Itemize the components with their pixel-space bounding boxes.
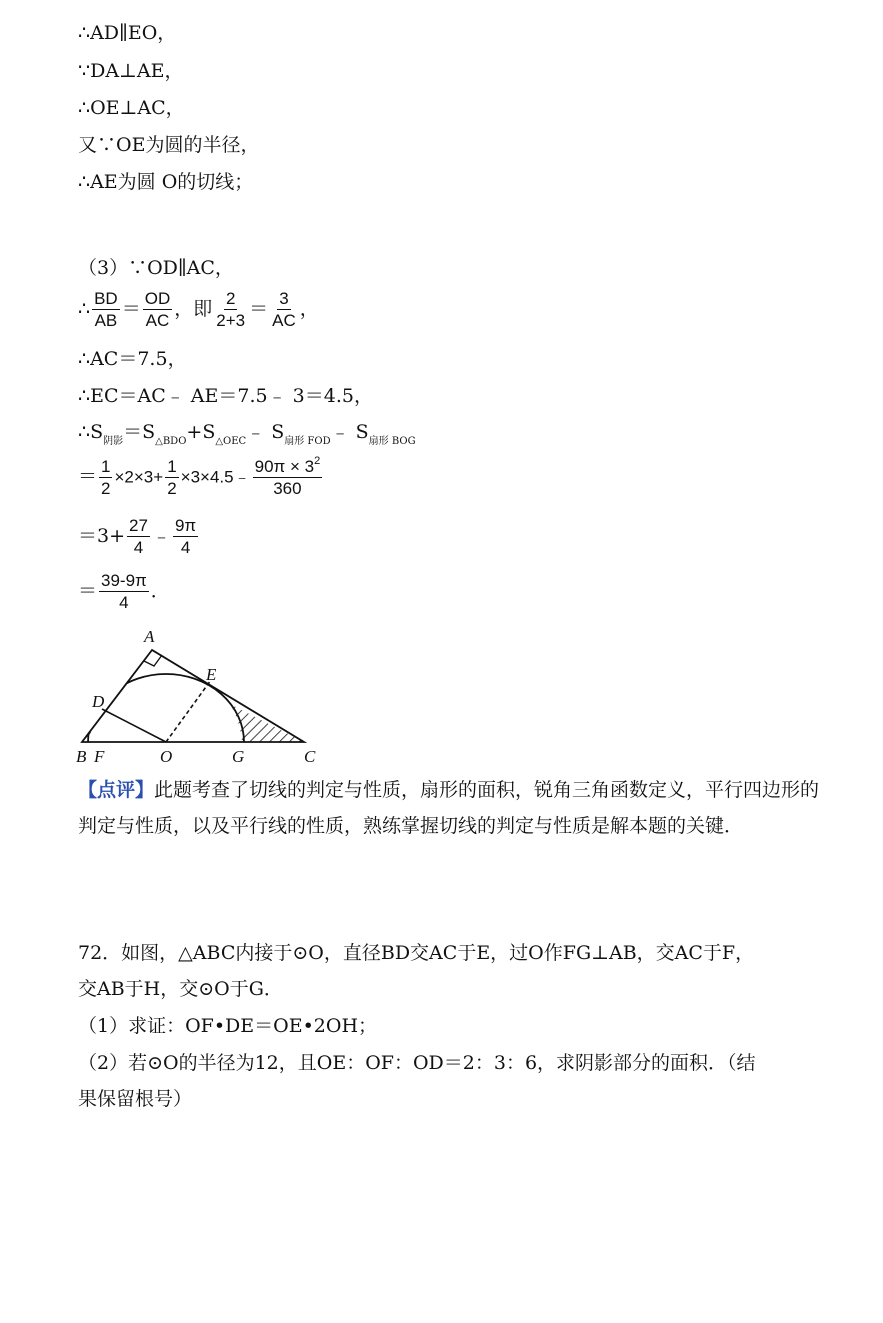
problem72-part2-cont: 果保留根号） (78, 1088, 193, 1110)
equals-sign: ＝ (121, 297, 141, 320)
denominator: 4 (133, 538, 144, 558)
numerator: 1 (165, 456, 178, 478)
denominator: 2 (101, 478, 111, 498)
therefore-sign: ∴ (78, 297, 91, 320)
numerator: 39-9π (99, 570, 149, 592)
problem72-line: 交AB于H，交⊙O于G． (78, 978, 283, 1000)
connector-text: ，即 (174, 297, 213, 320)
equals-sign: ＝ (249, 297, 269, 320)
label-g: G (232, 747, 245, 766)
exponent: 2 (314, 455, 321, 467)
equals-sign: ＝ (78, 465, 98, 488)
numerator: 9π (173, 515, 198, 537)
denominator: AC (272, 311, 296, 331)
denominator: 4 (180, 538, 191, 558)
segment-oe (166, 680, 211, 742)
label-e: E (206, 665, 217, 684)
subscript: 扇形 BOG (368, 436, 416, 447)
formula-part: ﹣ S (246, 421, 285, 443)
proof-line: 又∵OE为圆的半径， (78, 134, 260, 156)
proof-line: ∵DA⊥AE， (78, 60, 184, 82)
label-o: O (160, 747, 173, 766)
numerator: OD (143, 288, 173, 310)
subscript: 阴影 (103, 436, 124, 447)
equals-sign: ＝ (78, 579, 98, 602)
numerator: 27 (127, 515, 150, 537)
fraction (270, 288, 298, 332)
part3-ratio-line (78, 288, 319, 332)
shaded-area-formula (78, 417, 416, 447)
denominator: 2 (167, 478, 177, 498)
ec-value-line: ∴EC＝AC﹣ AE＝7.5﹣ 3＝4.5， (78, 385, 373, 407)
fraction (99, 570, 149, 614)
comma: ， (299, 297, 319, 320)
segment-od (102, 709, 166, 742)
formula-part: ×3×4.5﹣ (180, 467, 251, 487)
denominator: 4 (119, 593, 129, 613)
denominator: 2+3 (216, 311, 246, 331)
minus-sign: ﹣ (151, 524, 171, 547)
comment-paragraph (78, 772, 838, 844)
numerator-text: 90π × 3 (254, 457, 315, 476)
formula-part: ×2×3+ (114, 467, 164, 487)
fraction (173, 515, 198, 559)
semicircle (88, 674, 244, 742)
proof-line: ∴AD∥EO， (78, 22, 177, 44)
period: ． (150, 579, 170, 602)
numerator: 3 (277, 288, 290, 310)
numerator: 2 (224, 288, 237, 310)
problem72-part2: （2）若⊙O的半径为12，且OE：OF：OD＝2：3：6，求阴影部分的面积．（结 (78, 1052, 756, 1074)
fraction (143, 288, 173, 332)
formula-part: ＝S (123, 421, 156, 443)
fraction (127, 515, 150, 559)
denominator: AB (94, 311, 118, 331)
problem72-line: 72．如图，△ABC内接于⊙O，直径BD交AC于E，过O作FG⊥AB，交AC于F， (78, 942, 755, 964)
formula-part: +S (186, 421, 216, 443)
formula-part: ∴S (78, 421, 104, 443)
comment-tag: 【点评】 (78, 779, 155, 801)
part3-heading: （3）∵OD∥AC， (78, 257, 234, 279)
label-c: C (304, 747, 316, 766)
numerator (253, 455, 323, 478)
denominator: 360 (273, 479, 302, 499)
calc-line-1 (78, 455, 324, 500)
fraction (253, 455, 323, 500)
subscript: △OEC (215, 436, 247, 447)
calc-line-3 (78, 570, 170, 614)
problem72-part1: （1）求证：OF•DE＝OE•2OH； (78, 1015, 378, 1037)
fraction (99, 456, 112, 500)
formula-part: ﹣ S (330, 421, 369, 443)
numerator: BD (92, 288, 120, 310)
label-d: D (92, 692, 105, 711)
fraction (214, 288, 247, 332)
fraction (165, 456, 178, 500)
proof-line: ∴OE⊥AC， (78, 97, 185, 119)
label-b: B (76, 747, 87, 766)
label-a: A (144, 627, 155, 646)
proof-line: ∴AE为圆 O的切线； (78, 171, 254, 193)
comment-text: 此题考查了切线的判定与性质，扇形的面积，锐角三角函数定义，平行四边形的判定与性质，以及平行线的性质，熟练掌握切线的判定与性质是解本题的关键． (78, 779, 820, 837)
formula-part: ＝3+ (78, 524, 126, 547)
subscript: 扇形 FOD (284, 436, 331, 447)
numerator: 1 (99, 456, 112, 478)
geometry-figure (72, 622, 332, 772)
subscript: △BDO (155, 436, 187, 447)
calc-line-2 (78, 515, 200, 559)
ac-value-line: ∴AC＝7.5， (78, 348, 187, 370)
fraction (92, 288, 120, 332)
denominator: AC (145, 311, 170, 331)
label-f: F (94, 747, 105, 766)
